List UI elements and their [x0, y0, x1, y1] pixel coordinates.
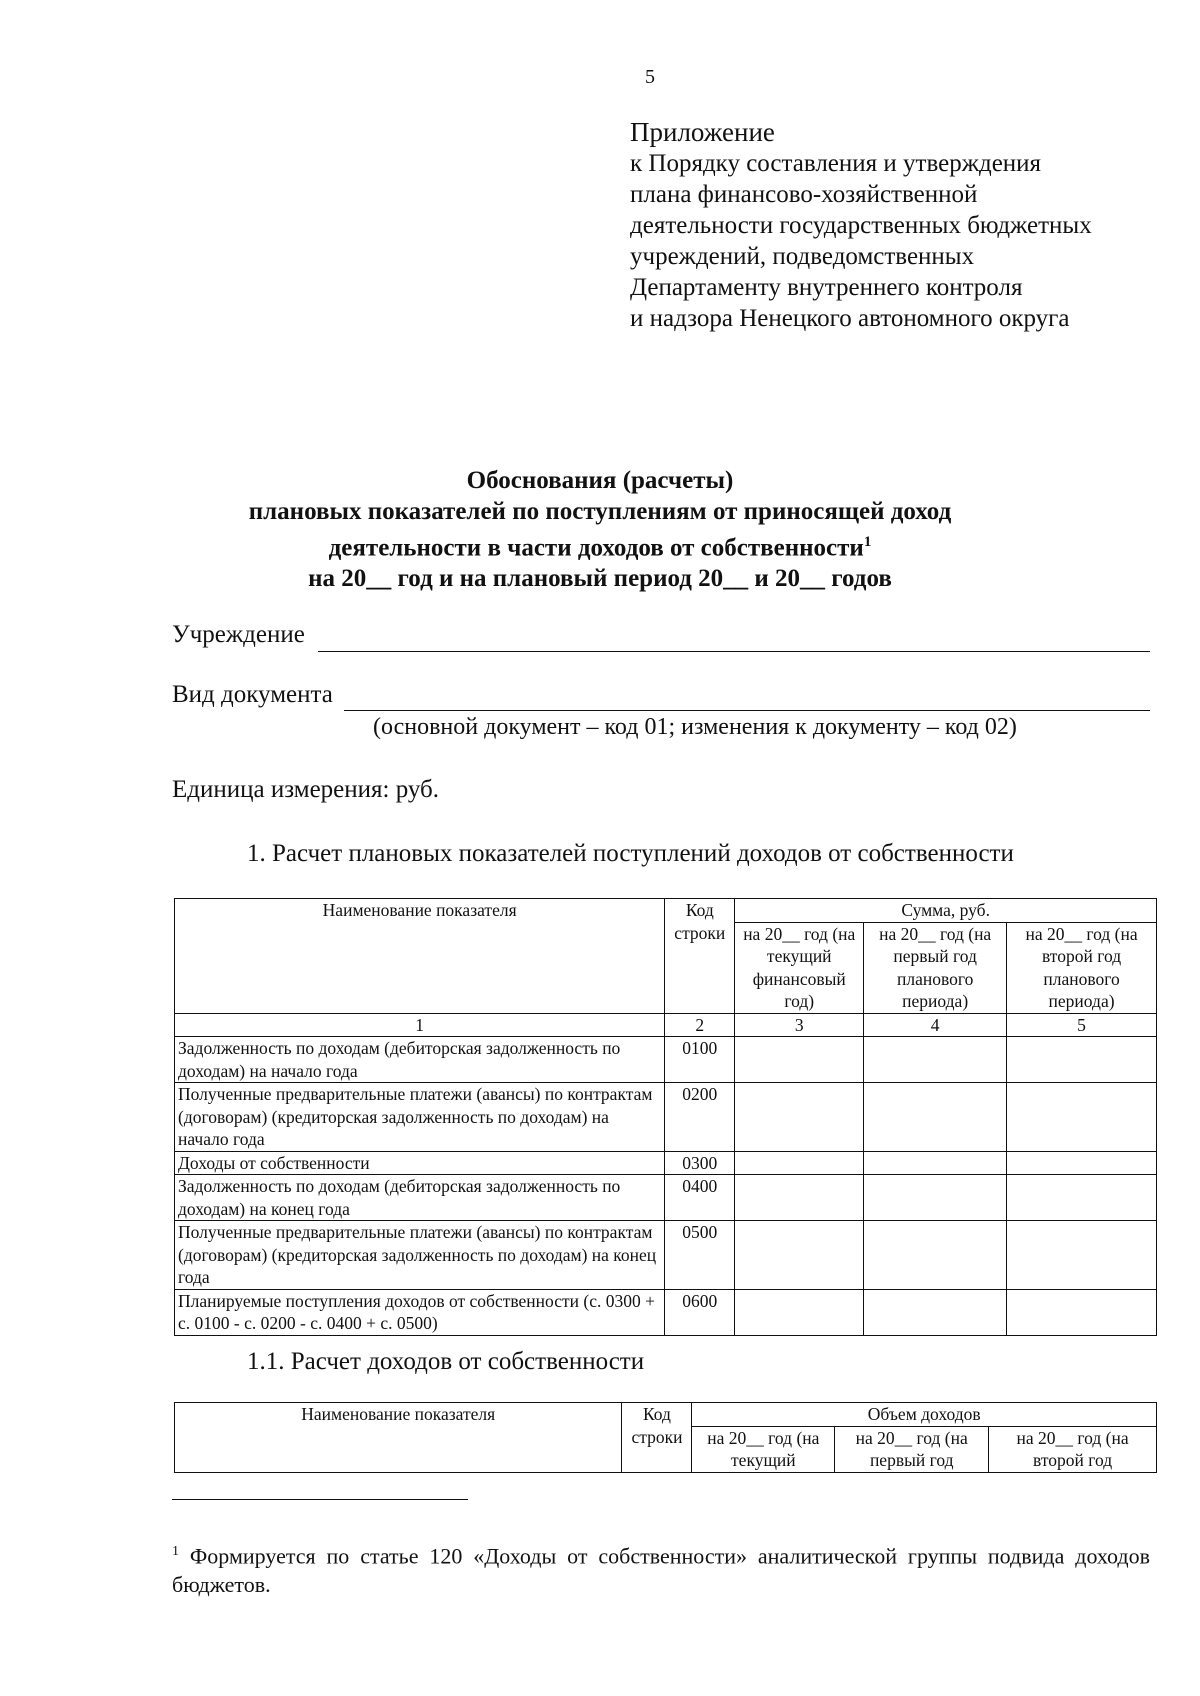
value-cell[interactable] — [1007, 1083, 1157, 1152]
page-number: 5 — [645, 66, 655, 88]
value-cell[interactable] — [735, 1289, 864, 1335]
row-code: 0600 — [665, 1289, 735, 1335]
table-row — [175, 1151, 1157, 1175]
row-name: Полученные предварительные платежи (авансы) по контрактам (договорам) (кредиторская задолженность по доходам) на конец года — [175, 1221, 665, 1290]
income-indicators-table — [174, 898, 1157, 1336]
header-code: Код строки — [622, 1403, 692, 1473]
value-cell[interactable] — [735, 1221, 864, 1290]
section-1-title: 1. Расчет плановых показателей поступлений доходов от собственности — [247, 840, 1014, 867]
row-name: Планируемые поступления доходов от собственности (с. 0300 + с. 0100 - с. 0200 - с. 0400 + с. 0500) — [175, 1289, 665, 1335]
value-cell[interactable] — [735, 1083, 864, 1152]
value-cell[interactable] — [735, 1037, 864, 1083]
row-code: 0400 — [665, 1175, 735, 1221]
document-title — [150, 465, 1050, 594]
unit-of-measure: Единица измерения: руб. — [172, 776, 440, 803]
header-second-plan-year: на 20__ год (на второй год планового периода) — [1007, 922, 1157, 1013]
footnote-mark: 1 — [172, 1544, 179, 1559]
value-cell[interactable] — [1007, 1221, 1157, 1290]
col-number: 5 — [1007, 1013, 1157, 1037]
header-sum: Сумма, руб. — [735, 899, 1157, 923]
col-number: 4 — [864, 1013, 1007, 1037]
value-cell[interactable] — [864, 1151, 1007, 1175]
col-number: 1 — [175, 1013, 665, 1037]
income-calculation-table — [174, 1402, 1157, 1473]
appendix-line: Департаменту внутреннего контроля — [630, 274, 1023, 301]
value-cell[interactable] — [1007, 1175, 1157, 1221]
col-number: 2 — [665, 1013, 735, 1037]
row-name: Полученные предварительные платежи (авансы) по контрактам (договорам) (кредиторская задолженность по доходам) на начало года — [175, 1083, 665, 1152]
header-second-plan-year: на 20__ год (на второй год — [989, 1426, 1157, 1472]
section-1-1-title: 1.1. Расчет доходов от собственности — [247, 1348, 645, 1375]
header-name: Наименование показателя — [175, 1403, 622, 1473]
row-name: Задолженность по доходам (дебиторская задолженность по доходам) на начало года — [175, 1037, 665, 1083]
row-code: 0200 — [665, 1083, 735, 1152]
value-cell[interactable] — [864, 1175, 1007, 1221]
header-current-year: на 20__ год (на текущий финансовый год) — [735, 922, 864, 1013]
row-name: Доходы от собственности — [175, 1151, 665, 1175]
table-row — [175, 1289, 1157, 1335]
value-cell[interactable] — [1007, 1037, 1157, 1083]
row-code: 0500 — [665, 1221, 735, 1290]
doc-type-label: Вид документа — [172, 681, 333, 708]
header-code: Код строки — [665, 899, 735, 1014]
title-line: на 20__ год и на плановый период 20__ и 20__ годов — [308, 565, 892, 593]
title-line: плановых показателей по поступлениям от приносящей доход — [248, 498, 952, 525]
footnote-text: Формируется по статье 120 «Доходы от собственности» аналитической группы подвида доходов бюджетов. — [172, 1543, 1151, 1598]
appendix-line: деятельности государственных бюджетных — [630, 212, 1092, 239]
title-line: Обоснования (расчеты) — [466, 467, 734, 494]
footnote-ref: 1 — [863, 534, 872, 550]
appendix-line: учреждений, подведомственных — [630, 243, 975, 270]
appendix-line: и надзора Ненецкого автономного округа — [630, 305, 1070, 332]
doc-type-input-line[interactable] — [344, 710, 1150, 711]
footnote — [172, 1537, 1150, 1599]
value-cell[interactable] — [864, 1083, 1007, 1152]
institution-input-line[interactable] — [318, 651, 1150, 652]
institution-label: Учреждение — [172, 621, 305, 648]
row-name: Задолженность по доходам (дебиторская задолженность по доходам) на конец года — [175, 1175, 665, 1221]
row-code: 0100 — [665, 1037, 735, 1083]
appendix-title: Приложение — [630, 117, 775, 147]
title-line-text: деятельности в части доходов от собственности — [328, 534, 864, 562]
value-cell[interactable] — [1007, 1151, 1157, 1175]
table-row — [175, 1221, 1157, 1290]
value-cell[interactable] — [735, 1151, 864, 1175]
footnote-separator — [172, 1499, 468, 1500]
header-first-plan-year: на 20__ год (на первый год планового периода) — [864, 922, 1007, 1013]
doc-type-hint: (основной документ – код 01; изменения к документу – код 02) — [373, 714, 1017, 740]
value-cell[interactable] — [864, 1289, 1007, 1335]
appendix-block — [630, 117, 1092, 334]
table-row — [175, 1037, 1157, 1083]
table-row — [175, 1175, 1157, 1221]
header-first-plan-year: на 20__ год (на первый год — [835, 1426, 989, 1472]
appendix-line: к Порядку составления и утверждения — [630, 150, 1042, 177]
header-current-year: на 20__ год (на текущий — [692, 1426, 835, 1472]
header-volume: Объем доходов — [692, 1403, 1157, 1427]
appendix-line: плана финансово-хозяйственной — [630, 181, 978, 208]
value-cell[interactable] — [864, 1037, 1007, 1083]
value-cell[interactable] — [864, 1221, 1007, 1290]
value-cell[interactable] — [735, 1175, 864, 1221]
col-number: 3 — [735, 1013, 864, 1037]
table-row — [175, 1083, 1157, 1152]
header-name: Наименование показателя — [175, 899, 665, 1014]
value-cell[interactable] — [1007, 1289, 1157, 1335]
title-line — [150, 527, 1050, 563]
row-code: 0300 — [665, 1151, 735, 1175]
